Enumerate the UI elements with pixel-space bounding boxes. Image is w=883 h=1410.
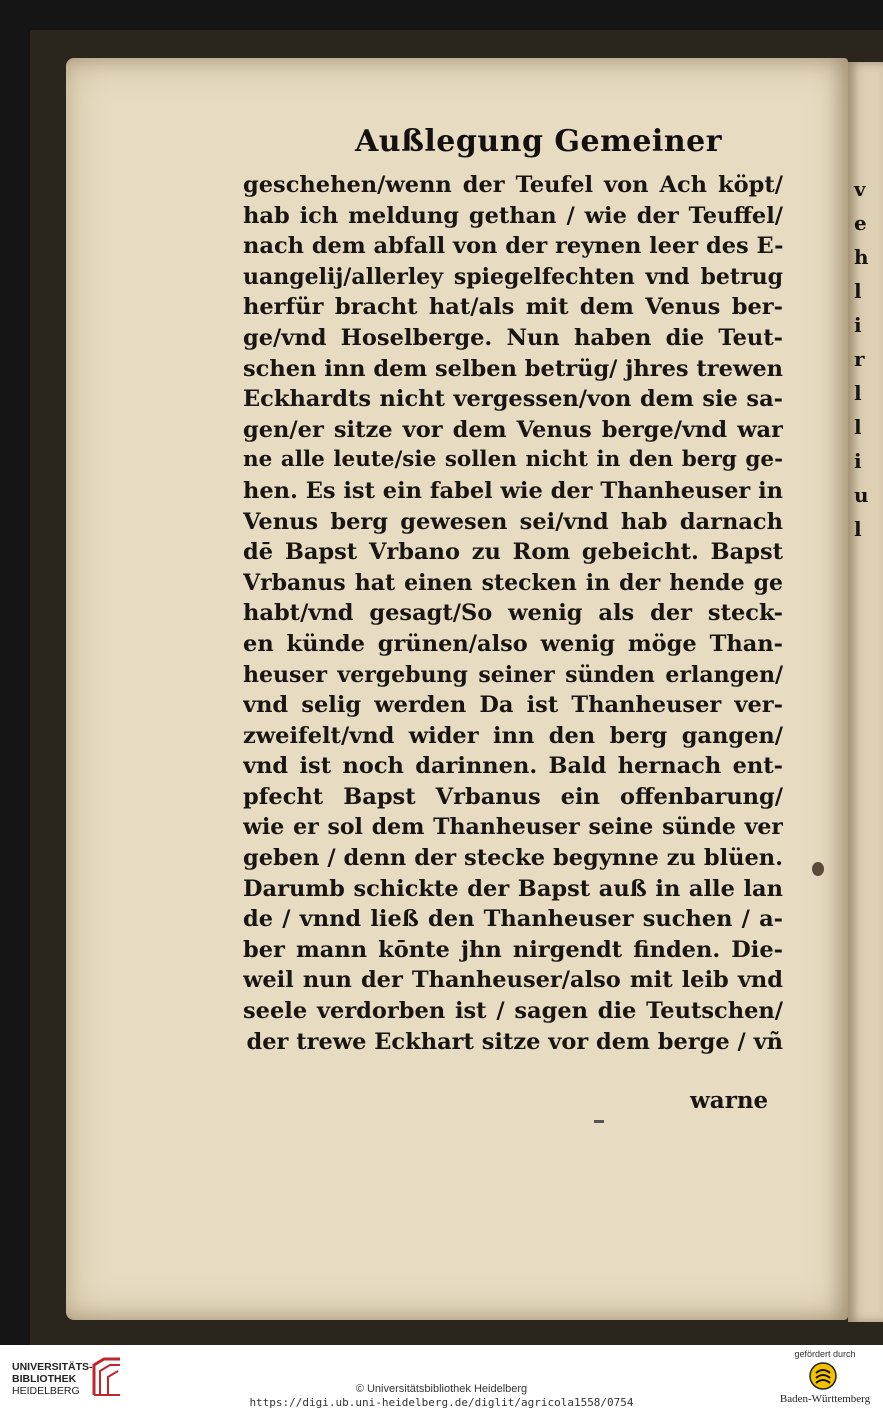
- text-line: habt/vnd gesagt/So wenig als der steck-: [243, 600, 783, 627]
- catchword: warne: [690, 1087, 769, 1114]
- text-line: vnd ist noch darinnen. Bald hernach ent-: [243, 753, 783, 780]
- text-line: nach dem abfall von der reynen leer des E-: [243, 233, 783, 260]
- text-line: Vrbanus hat einen stecken in der hende ge: [243, 569, 783, 596]
- text-line: hen. Es ist ein fabel wie der Thanheuser in: [243, 477, 783, 504]
- sponsor-name: Baden-Württemberg: [779, 1393, 871, 1405]
- facing-page-letter: i: [854, 449, 862, 473]
- facing-page-letter: u: [854, 483, 869, 507]
- text-line: geben / denn der stecke begynne zu blüen.: [243, 845, 783, 872]
- text-line: der trewe Eckhart sitze vor dem berge / vñ: [246, 1028, 783, 1055]
- text-line: gen/er sitze vor dem Venus berge/vnd war: [243, 416, 783, 443]
- library-name-line3: HEIDELBERG: [12, 1385, 80, 1397]
- text-line: uangelij/allerley spiegelfechten vnd betrug: [243, 263, 783, 290]
- facing-page-letter: l: [854, 415, 862, 439]
- ink-mark: [594, 1120, 604, 1123]
- page-text-block: [243, 170, 783, 1057]
- facing-page-edge: [848, 62, 883, 1322]
- text-line: ne alle leute/sie sollen nicht in den berg ge-: [243, 447, 783, 473]
- text-line: heuser vergebung seiner sünden erlangen/: [243, 661, 783, 688]
- text-line: pfecht Bapst Vrbanus ein offenbarung/: [243, 783, 783, 810]
- facing-page-letter: i: [854, 313, 862, 337]
- funded-by-label: gefördert durch: [794, 1349, 856, 1359]
- text-line: geschehen/wenn der Teufel von Ach köpt/: [243, 172, 783, 198]
- facing-page-letter: v: [854, 177, 866, 201]
- facing-page-letter: h: [854, 245, 869, 269]
- text-line: seele verdorben ist / sagen die Teutschen/: [243, 998, 783, 1025]
- facing-page-letter: l: [854, 381, 862, 405]
- text-line: dē Bapst Vrbano zu Rom gebeicht. Bapst: [243, 539, 783, 566]
- copyright-text: © Universitätsbibliothek Heidelberg: [355, 1383, 528, 1395]
- facing-page-letter: r: [854, 347, 865, 371]
- text-line: Darumb schickte der Bapst auß in alle lan: [243, 875, 783, 902]
- library-name-line2: BIBLIOTHEK: [12, 1373, 77, 1385]
- running-head: Außlegung Gemeiner: [355, 124, 723, 159]
- viewer-footer: [0, 1345, 883, 1410]
- text-line: hab ich meldung gethan / wie der Teuffel/: [243, 202, 783, 229]
- text-line: zweifelt/vnd wider inn den berg gangen/: [243, 722, 783, 749]
- library-name-line1: UNIVERSITÄTS-: [12, 1361, 93, 1373]
- text-line: schen inn dem selben betrüg/ jhres trewen: [243, 355, 783, 382]
- facing-page-letter: e: [854, 211, 867, 235]
- text-line: de / vnnd ließ den Thanheuser suchen / a-: [243, 906, 783, 933]
- text-line: Venus berg gewesen sei/vnd hab darnach: [243, 508, 783, 535]
- text-line: Eckhardts nicht vergessen/von dem sie sa-: [243, 386, 783, 413]
- facing-page-text: [854, 177, 882, 551]
- text-line: en künde grünen/also wenig möge Than-: [243, 630, 783, 657]
- coat-of-arms-icon[interactable]: [808, 1361, 838, 1391]
- text-line: ber mann kōnte jhn nirgendt finden. Die-: [243, 936, 783, 963]
- facing-page-letter: l: [854, 279, 862, 303]
- text-line: weil nun der Thanheuser/also mit leib vnd: [243, 967, 783, 994]
- paper-stain: [812, 862, 824, 876]
- text-line: ge/vnd Hoselberge. Nun haben die Teut-: [243, 324, 783, 351]
- text-line: herfür bracht hat/als mit dem Venus ber-: [243, 294, 783, 321]
- facing-page-letter: l: [854, 517, 862, 541]
- text-line: wie er sol dem Thanheuser seine sünde ver: [243, 814, 783, 841]
- permalink-url[interactable]: https://digi.ub.uni-heidelberg.de/diglit/agricola1558/0754: [249, 1396, 634, 1409]
- text-line: vnd selig werden Da ist Thanheuser ver-: [243, 692, 783, 719]
